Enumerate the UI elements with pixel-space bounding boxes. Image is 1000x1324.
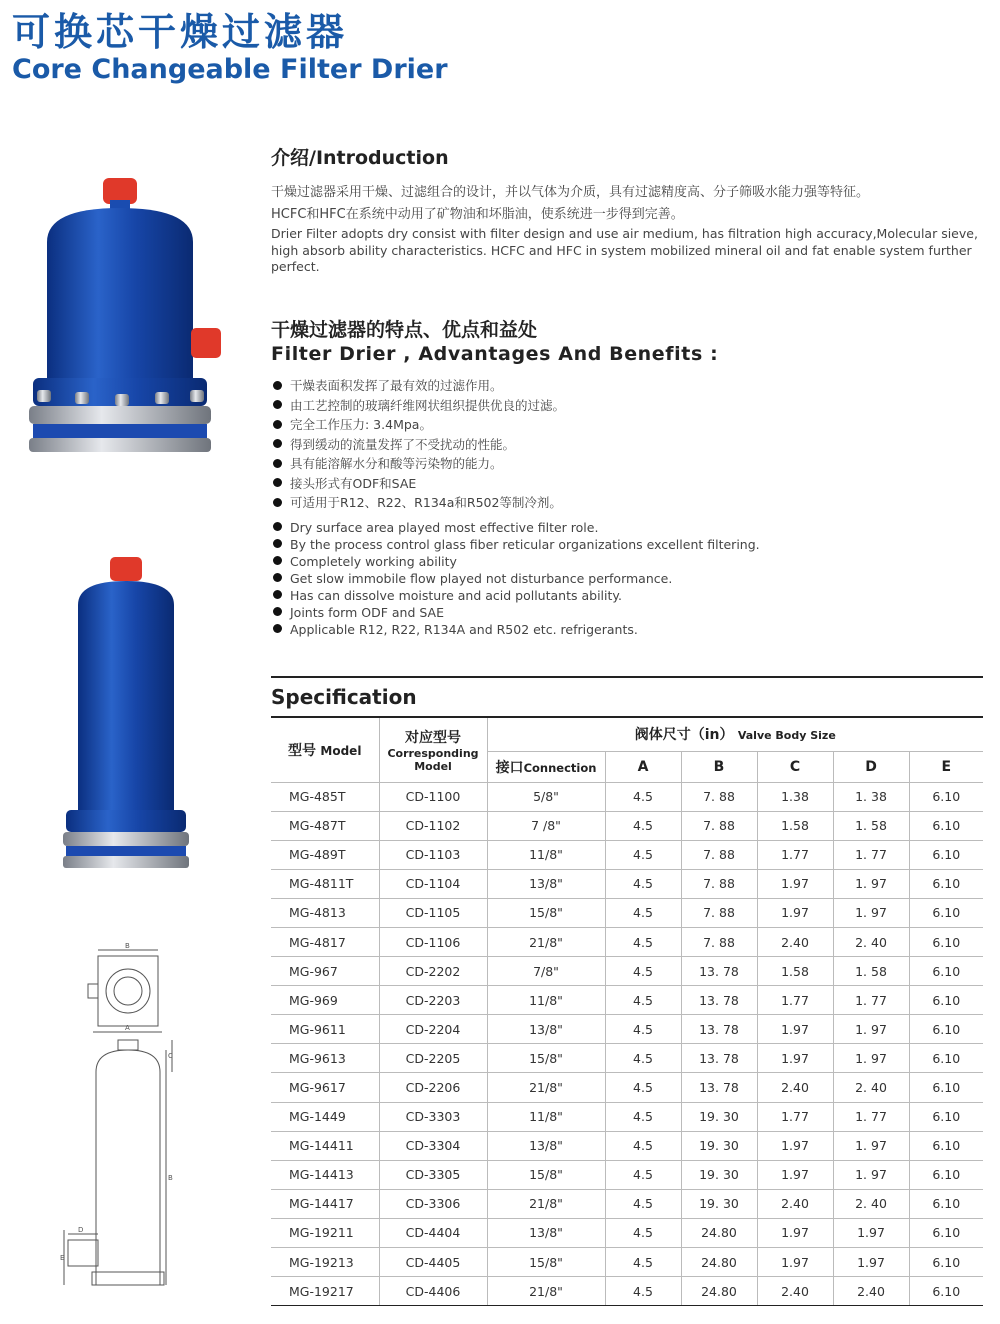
table-row bbox=[271, 1160, 983, 1189]
cell-d: 2.40 bbox=[833, 1277, 909, 1306]
cell-model: MG-14413 bbox=[271, 1160, 379, 1189]
cell-d: 2. 40 bbox=[833, 1073, 909, 1102]
cell-model: MG-9613 bbox=[271, 1044, 379, 1073]
cell-b: 13. 78 bbox=[681, 1073, 757, 1102]
cell-b: 24.80 bbox=[681, 1277, 757, 1306]
cell-c: 1.97 bbox=[757, 1160, 833, 1189]
cell-model: MG-4813 bbox=[271, 898, 379, 927]
features-cn-list bbox=[271, 376, 983, 513]
cell-e: 6.10 bbox=[909, 1073, 983, 1102]
cell-model: MG-19213 bbox=[271, 1248, 379, 1277]
cell-d: 1. 77 bbox=[833, 986, 909, 1015]
cell-connection: 15/8" bbox=[487, 1044, 605, 1073]
cell-corresponding-model: CD-3303 bbox=[379, 1102, 487, 1131]
cell-connection: 21/8" bbox=[487, 1277, 605, 1306]
cell-corresponding-model: CD-2203 bbox=[379, 986, 487, 1015]
list-item: Get slow immobile flow played not disturbance performance. bbox=[271, 570, 983, 587]
cell-e: 6.10 bbox=[909, 1102, 983, 1131]
header-e: E bbox=[909, 751, 983, 782]
product-image-large bbox=[25, 170, 225, 480]
table-row bbox=[271, 1102, 983, 1131]
cell-corresponding-model: CD-1106 bbox=[379, 927, 487, 956]
cell-connection: 21/8" bbox=[487, 1189, 605, 1218]
cell-d: 1. 97 bbox=[833, 1131, 909, 1160]
header-corr-cn: 对应型号 bbox=[405, 729, 461, 746]
cell-d: 1. 77 bbox=[833, 840, 909, 869]
cell-e: 6.10 bbox=[909, 840, 983, 869]
cell-d: 1.97 bbox=[833, 1248, 909, 1277]
cell-c: 1.97 bbox=[757, 869, 833, 898]
cell-connection: 5/8" bbox=[487, 782, 605, 811]
cell-a: 4.5 bbox=[605, 1218, 681, 1247]
list-item: 干燥表面积发挥了最有效的过滤作用。 bbox=[271, 376, 983, 396]
cell-d: 1. 77 bbox=[833, 1102, 909, 1131]
header-a: A bbox=[605, 751, 681, 782]
cell-c: 1.58 bbox=[757, 811, 833, 840]
cell-corresponding-model: CD-1103 bbox=[379, 840, 487, 869]
cell-a: 4.5 bbox=[605, 1189, 681, 1218]
cell-model: MG-1449 bbox=[271, 1102, 379, 1131]
dim-label-e: E bbox=[60, 1254, 65, 1262]
introduction-section bbox=[271, 146, 983, 276]
table-row bbox=[271, 957, 983, 986]
cell-connection: 13/8" bbox=[487, 1015, 605, 1044]
cell-model: MG-14411 bbox=[271, 1131, 379, 1160]
cell-b: 13. 78 bbox=[681, 1044, 757, 1073]
header-corr-en-1: Corresponding bbox=[387, 746, 479, 760]
cell-corresponding-model: CD-1102 bbox=[379, 811, 487, 840]
header-corresponding bbox=[379, 717, 487, 782]
cell-b: 19. 30 bbox=[681, 1102, 757, 1131]
header-corr-en-2: Model bbox=[414, 759, 452, 773]
dim-label-d: D bbox=[78, 1226, 84, 1234]
list-item: Dry surface area played most effective filter role. bbox=[271, 519, 983, 536]
table-row bbox=[271, 1044, 983, 1073]
cell-c: 1.77 bbox=[757, 840, 833, 869]
header-model-cn: 型号 bbox=[288, 742, 317, 759]
page-title-cn: 可换芯干燥过滤器 bbox=[12, 10, 349, 54]
cell-a: 4.5 bbox=[605, 1044, 681, 1073]
cell-a: 4.5 bbox=[605, 1131, 681, 1160]
cell-c: 1.97 bbox=[757, 1248, 833, 1277]
technical-drawing bbox=[60, 940, 190, 1300]
cell-a: 4.5 bbox=[605, 869, 681, 898]
cell-d: 1. 97 bbox=[833, 898, 909, 927]
cell-model: MG-19211 bbox=[271, 1218, 379, 1247]
header-model-en: Model bbox=[320, 743, 362, 758]
cell-e: 6.10 bbox=[909, 869, 983, 898]
header-conn-cn: 接口 bbox=[495, 759, 524, 776]
cell-c: 2.40 bbox=[757, 927, 833, 956]
cell-e: 6.10 bbox=[909, 1044, 983, 1073]
cell-corresponding-model: CD-3306 bbox=[379, 1189, 487, 1218]
cell-connection: 15/8" bbox=[487, 898, 605, 927]
cell-b: 24.80 bbox=[681, 1248, 757, 1277]
cell-b: 13. 78 bbox=[681, 1015, 757, 1044]
dim-label-b-side: B bbox=[168, 1174, 173, 1182]
cell-corresponding-model: CD-4404 bbox=[379, 1218, 487, 1247]
cell-d: 1. 38 bbox=[833, 782, 909, 811]
intro-en-text: Drier Filter adopts dry consist with filter design and use air medium, has filtration high accuracy,Molecular sieve, high absorb ability characteristics. HCFC and HFC in system mobilized mineral oil and fat enable system further perfect. bbox=[271, 226, 978, 274]
cell-corresponding-model: CD-4406 bbox=[379, 1277, 487, 1306]
dim-label-a: A bbox=[125, 1024, 130, 1032]
specification-table bbox=[271, 716, 983, 1306]
list-item: Completely working ability bbox=[271, 553, 983, 570]
cell-c: 1.97 bbox=[757, 1131, 833, 1160]
cell-b: 13. 78 bbox=[681, 986, 757, 1015]
cell-c: 1.77 bbox=[757, 1102, 833, 1131]
cell-model: MG-967 bbox=[271, 957, 379, 986]
cell-d: 1. 97 bbox=[833, 1160, 909, 1189]
cell-c: 1.38 bbox=[757, 782, 833, 811]
cell-a: 4.5 bbox=[605, 1073, 681, 1102]
cell-d: 1. 58 bbox=[833, 811, 909, 840]
header-model bbox=[271, 717, 379, 782]
dim-label-b-top: B bbox=[125, 942, 130, 950]
cell-corresponding-model: CD-4405 bbox=[379, 1248, 487, 1277]
cell-connection: 15/8" bbox=[487, 1248, 605, 1277]
table-row bbox=[271, 927, 983, 956]
cell-e: 6.10 bbox=[909, 1277, 983, 1306]
cell-connection: 13/8" bbox=[487, 869, 605, 898]
cell-corresponding-model: CD-2205 bbox=[379, 1044, 487, 1073]
cell-b: 7. 88 bbox=[681, 840, 757, 869]
cell-a: 4.5 bbox=[605, 1277, 681, 1306]
table-row bbox=[271, 1277, 983, 1306]
cell-connection: 11/8" bbox=[487, 986, 605, 1015]
table-row bbox=[271, 782, 983, 811]
cell-c: 2.40 bbox=[757, 1073, 833, 1102]
cell-e: 6.10 bbox=[909, 811, 983, 840]
header-c: C bbox=[757, 751, 833, 782]
cell-b: 19. 30 bbox=[681, 1131, 757, 1160]
cell-model: MG-487T bbox=[271, 811, 379, 840]
intro-cn-line-2: HCFC和HFC在系统中动用了矿物油和坏脂油，使系统进一步得到完善。 bbox=[271, 207, 684, 222]
cell-e: 6.10 bbox=[909, 957, 983, 986]
cell-d: 1. 97 bbox=[833, 1044, 909, 1073]
cell-connection: 13/8" bbox=[487, 1131, 605, 1160]
cell-a: 4.5 bbox=[605, 811, 681, 840]
cell-e: 6.10 bbox=[909, 1218, 983, 1247]
introduction-heading: 介绍/Introduction bbox=[271, 147, 449, 169]
table-row bbox=[271, 898, 983, 927]
cell-connection: 13/8" bbox=[487, 1218, 605, 1247]
cell-c: 1.97 bbox=[757, 1218, 833, 1247]
cell-b: 7. 88 bbox=[681, 869, 757, 898]
table-row bbox=[271, 1189, 983, 1218]
header-b: B bbox=[681, 751, 757, 782]
cell-corresponding-model: CD-1100 bbox=[379, 782, 487, 811]
cell-a: 4.5 bbox=[605, 1160, 681, 1189]
cell-connection: 11/8" bbox=[487, 840, 605, 869]
cell-a: 4.5 bbox=[605, 1015, 681, 1044]
table-row bbox=[271, 1073, 983, 1102]
cell-d: 2. 40 bbox=[833, 1189, 909, 1218]
cell-b: 19. 30 bbox=[681, 1189, 757, 1218]
cell-b: 7. 88 bbox=[681, 927, 757, 956]
cell-corresponding-model: CD-1105 bbox=[379, 898, 487, 927]
product-image-tall bbox=[60, 555, 195, 875]
cell-model: MG-969 bbox=[271, 986, 379, 1015]
table-row bbox=[271, 1015, 983, 1044]
cell-e: 6.10 bbox=[909, 898, 983, 927]
header-valve-body-size bbox=[487, 717, 983, 751]
cell-a: 4.5 bbox=[605, 927, 681, 956]
table-row bbox=[271, 811, 983, 840]
list-item: By the process control glass fiber reticular organizations excellent filtering. bbox=[271, 536, 983, 553]
cell-c: 2.40 bbox=[757, 1277, 833, 1306]
cell-b: 19. 30 bbox=[681, 1160, 757, 1189]
list-item: 得到缓动的流量发挥了不受扰动的性能。 bbox=[271, 435, 983, 455]
cell-b: 24.80 bbox=[681, 1218, 757, 1247]
table-row bbox=[271, 869, 983, 898]
cell-model: MG-9611 bbox=[271, 1015, 379, 1044]
cell-model: MG-485T bbox=[271, 782, 379, 811]
cell-c: 1.97 bbox=[757, 898, 833, 927]
cell-a: 4.5 bbox=[605, 1248, 681, 1277]
list-item: Applicable R12, R22, R134A and R502 etc. refrigerants. bbox=[271, 621, 983, 638]
cell-e: 6.10 bbox=[909, 927, 983, 956]
cell-corresponding-model: CD-3304 bbox=[379, 1131, 487, 1160]
list-item: Joints form ODF and SAE bbox=[271, 604, 983, 621]
cell-e: 6.10 bbox=[909, 1248, 983, 1277]
cell-corresponding-model: CD-1104 bbox=[379, 869, 487, 898]
cell-c: 2.40 bbox=[757, 1189, 833, 1218]
list-item: 由工艺控制的玻璃纤维网状组织提供优良的过滤。 bbox=[271, 396, 983, 416]
cell-b: 13. 78 bbox=[681, 957, 757, 986]
cell-connection: 7 /8" bbox=[487, 811, 605, 840]
cell-connection: 21/8" bbox=[487, 927, 605, 956]
features-heading-cn: 干燥过滤器的特点、优点和益处 bbox=[271, 319, 538, 341]
cell-c: 1.97 bbox=[757, 1044, 833, 1073]
table-row bbox=[271, 840, 983, 869]
cell-corresponding-model: CD-2204 bbox=[379, 1015, 487, 1044]
cell-model: MG-14417 bbox=[271, 1189, 379, 1218]
cell-a: 4.5 bbox=[605, 1102, 681, 1131]
header-d: D bbox=[833, 751, 909, 782]
cell-a: 4.5 bbox=[605, 782, 681, 811]
cell-d: 1.97 bbox=[833, 1218, 909, 1247]
table-row bbox=[271, 1131, 983, 1160]
cell-c: 1.77 bbox=[757, 986, 833, 1015]
cell-d: 1. 97 bbox=[833, 1015, 909, 1044]
cell-b: 7. 88 bbox=[681, 782, 757, 811]
features-heading-en: Filter Drier , Advantages And Benefits : bbox=[271, 343, 719, 365]
cell-a: 4.5 bbox=[605, 986, 681, 1015]
cell-e: 6.10 bbox=[909, 1131, 983, 1160]
cell-e: 6.10 bbox=[909, 1160, 983, 1189]
cell-c: 1.97 bbox=[757, 1015, 833, 1044]
cell-corresponding-model: CD-2202 bbox=[379, 957, 487, 986]
cell-connection: 11/8" bbox=[487, 1102, 605, 1131]
specification-table-body bbox=[271, 782, 983, 1306]
features-en-list bbox=[271, 519, 983, 638]
cell-e: 6.10 bbox=[909, 1189, 983, 1218]
cell-b: 7. 88 bbox=[681, 898, 757, 927]
cell-d: 1. 58 bbox=[833, 957, 909, 986]
cell-a: 4.5 bbox=[605, 898, 681, 927]
cell-c: 1.58 bbox=[757, 957, 833, 986]
cell-model: MG-4817 bbox=[271, 927, 379, 956]
cell-connection: 21/8" bbox=[487, 1073, 605, 1102]
cell-e: 6.10 bbox=[909, 1015, 983, 1044]
cell-a: 4.5 bbox=[605, 957, 681, 986]
cell-e: 6.10 bbox=[909, 986, 983, 1015]
header-conn-en: Connection bbox=[523, 760, 597, 775]
cell-e: 6.10 bbox=[909, 782, 983, 811]
header-size-cn: 阀体尺寸（in） bbox=[634, 727, 734, 744]
list-item: 可适用于R12、R22、R134a和R502等制冷剂。 bbox=[271, 493, 983, 513]
cell-corresponding-model: CD-3305 bbox=[379, 1160, 487, 1189]
cell-model: MG-4811T bbox=[271, 869, 379, 898]
table-row bbox=[271, 1218, 983, 1247]
page-title-en: Core Changeable Filter Drier bbox=[12, 54, 448, 85]
cell-d: 2. 40 bbox=[833, 927, 909, 956]
list-item: 接头形式有ODF和SAE bbox=[271, 474, 983, 494]
cell-b: 7. 88 bbox=[681, 811, 757, 840]
features-section bbox=[271, 318, 983, 638]
dim-label-c: C bbox=[168, 1052, 173, 1060]
cell-corresponding-model: CD-2206 bbox=[379, 1073, 487, 1102]
list-item: 具有能溶解水分和酸等污染物的能力。 bbox=[271, 454, 983, 474]
table-row bbox=[271, 986, 983, 1015]
list-item: Has can dissolve moisture and acid pollutants ability. bbox=[271, 587, 983, 604]
cell-connection: 15/8" bbox=[487, 1160, 605, 1189]
specification-title: Specification bbox=[271, 676, 983, 710]
cell-connection: 7/8" bbox=[487, 957, 605, 986]
intro-cn-line-1: 干燥过滤器采用干燥、过滤组合的设计，并以气体为介质，具有过滤精度高、分子筛吸水能力强等特征。 bbox=[271, 185, 870, 200]
header-connection bbox=[487, 751, 605, 782]
header-size-en: Valve Body Size bbox=[737, 729, 836, 743]
list-item: 完全工作压力: 3.4Mpa。 bbox=[271, 415, 983, 435]
cell-d: 1. 97 bbox=[833, 869, 909, 898]
cell-a: 4.5 bbox=[605, 840, 681, 869]
cell-model: MG-489T bbox=[271, 840, 379, 869]
cell-model: MG-9617 bbox=[271, 1073, 379, 1102]
table-row bbox=[271, 1248, 983, 1277]
cell-model: MG-19217 bbox=[271, 1277, 379, 1306]
